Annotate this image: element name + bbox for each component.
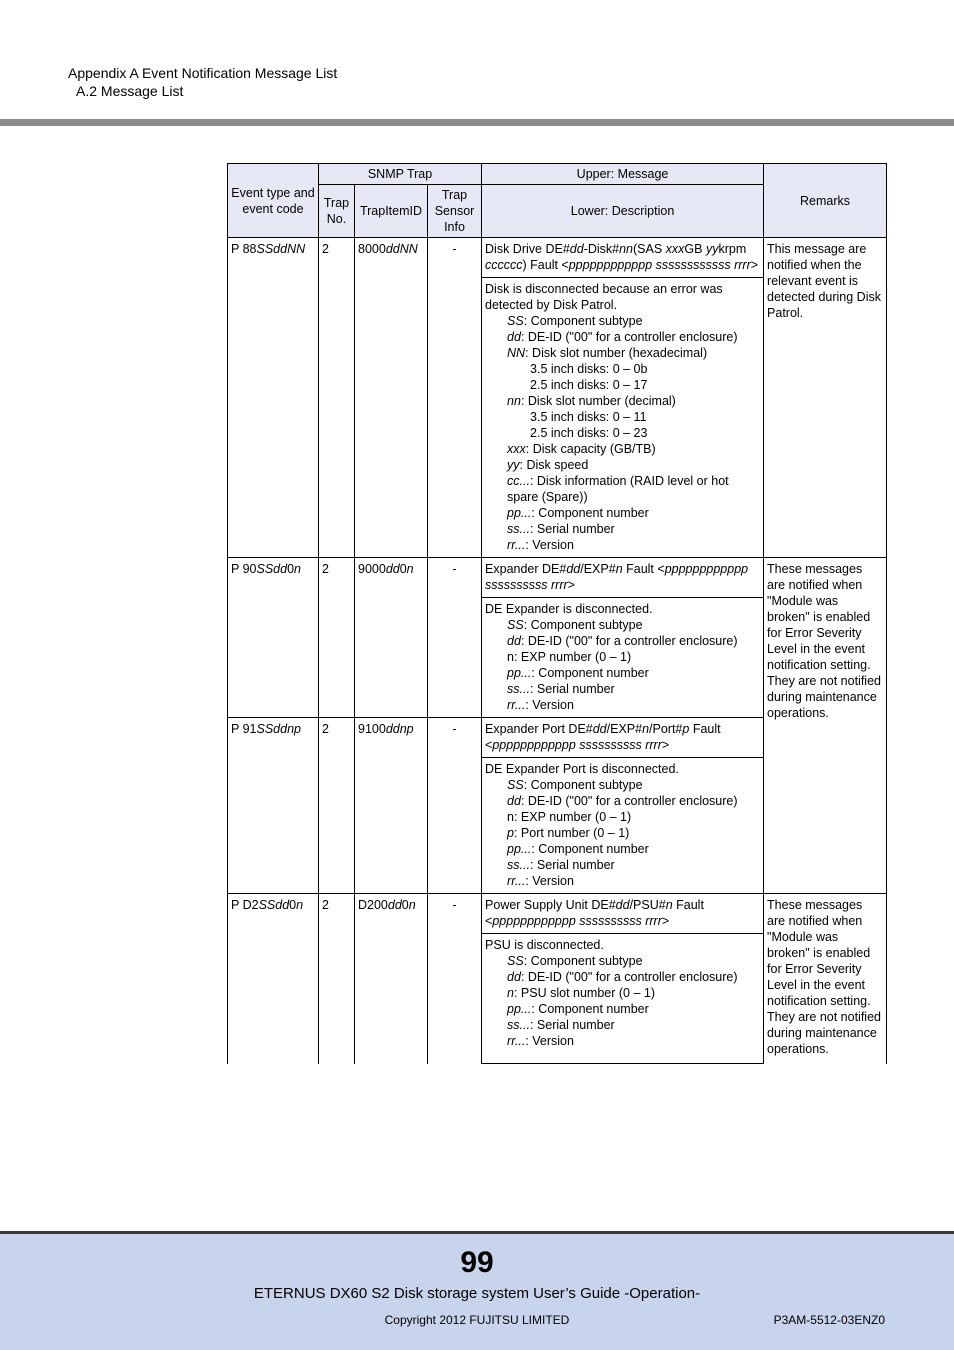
trap-no: 2 — [319, 894, 355, 1064]
trap-sensor-info: - — [428, 238, 482, 558]
remarks-text: These messages are notified when "Module was broken" is enabled for Error Severity Level in the event notification setting. They are not notified during maintenance operations. — [764, 894, 887, 1064]
description-line: n: PSU slot number (0 – 1) — [507, 986, 656, 1000]
message-text: Disk Drive DE#dd-Disk#nn(SAS xxxGB yykrpm cccccc) Fault <pppppppppppp ssssssssssss rrrr> — [482, 238, 764, 278]
description-line: dd: DE-ID ("00" for a controller enclosure) — [507, 330, 738, 344]
description-text — [482, 758, 764, 894]
description-line: dd: DE-ID ("00" for a controller enclosure) — [507, 970, 738, 984]
remarks-text: These messages are notified when "Module was broken" is enabled for Error Severity Level in the event notification setting. They are not notified during maintenance operations. — [764, 558, 887, 894]
description-line: PSU is disconnected. — [485, 938, 604, 952]
description-line: DE Expander is disconnected. — [485, 602, 653, 616]
description-line: 2.5 inch disks: 0 – 23 — [530, 426, 648, 440]
description-line: 2.5 inch disks: 0 – 17 — [530, 378, 648, 392]
col-upper-message: Upper: Message — [482, 164, 764, 185]
document-code: P3AM-5512-03ENZ0 — [773, 1313, 885, 1327]
description-line: SS: Component subtype — [507, 954, 643, 968]
description-line: p: Port number (0 – 1) — [507, 826, 630, 840]
description-line: 3.5 inch disks: 0 – 11 — [530, 410, 647, 424]
description-line: dd: DE-ID ("00" for a controller enclosure) — [507, 634, 738, 648]
table-row — [228, 894, 887, 934]
page-number: 99 — [460, 1246, 494, 1279]
document-title: ETERNUS DX60 S2 Disk storage system User’s Guide -Operation- — [253, 1285, 701, 1302]
table-row — [228, 558, 887, 598]
description-line: ss...: Serial number — [507, 522, 615, 536]
description-line: rr...: Version — [507, 874, 574, 888]
col-lower-description: Lower: Description — [482, 185, 764, 238]
trap-sensor-info: - — [428, 558, 482, 718]
event-code: P 91SSddnp — [228, 718, 319, 894]
description-line: yy: Disk speed — [507, 458, 589, 472]
description-line: cc...: Disk information (RAID level or hot spare (Spare)) — [507, 474, 729, 504]
description-line: n: EXP number (0 – 1) — [507, 810, 632, 824]
col-event-type: Event type and event code — [228, 164, 319, 238]
description-line: nn: Disk slot number (decimal) — [507, 394, 676, 408]
message-text: Expander DE#dd/EXP#n Fault <pppppppppppp ssssssssss rrrr> — [482, 558, 764, 598]
description-line: ss...: Serial number — [507, 858, 615, 872]
description-line: dd: DE-ID ("00" for a controller enclosure) — [507, 794, 738, 808]
description-line: SS: Component subtype — [507, 778, 643, 792]
description-line: pp...: Component number — [507, 842, 649, 856]
trap-no: 2 — [319, 718, 355, 894]
trap-no: 2 — [319, 558, 355, 718]
description-line: SS: Component subtype — [507, 618, 643, 632]
trap-sensor-info: - — [428, 894, 482, 1064]
description-line: NN: Disk slot number (hexadecimal) — [507, 346, 708, 360]
running-header — [68, 64, 337, 100]
trap-no: 2 — [319, 238, 355, 558]
description-line: rr...: Version — [507, 538, 574, 552]
description-line: Disk is disconnected because an error was detected by Disk Patrol. — [485, 282, 723, 312]
description-line: xxx: Disk capacity (GB/TB) — [507, 442, 656, 456]
message-text: Expander Port DE#dd/EXP#n/Port#p Fault <pppppppppppp ssssssssss rrrr> — [482, 718, 764, 758]
description-line: SS: Component subtype — [507, 314, 643, 328]
copyright: Copyright 2012 FUJITSU LIMITED — [384, 1313, 570, 1327]
description-line: ss...: Serial number — [507, 682, 615, 696]
description-line: n: EXP number (0 – 1) — [507, 650, 632, 664]
trap-item-id: 8000ddNN — [355, 238, 428, 558]
trap-item-id: 9000dd0n — [355, 558, 428, 718]
description-line: rr...: Version — [507, 698, 574, 712]
trap-item-id: 9100ddnp — [355, 718, 428, 894]
col-trap-no: Trap No. — [319, 185, 355, 238]
event-code: P D2SSdd0n — [228, 894, 319, 1064]
header-rule — [0, 119, 954, 126]
event-code: P 88SSddNN — [228, 238, 319, 558]
trap-sensor-info: - — [428, 718, 482, 894]
description-text — [482, 934, 764, 1064]
description-line: pp...: Component number — [507, 1002, 649, 1016]
message-table — [227, 163, 887, 1064]
description-line: pp...: Component number — [507, 666, 649, 680]
col-trap-item-id: TrapItemID — [355, 185, 428, 238]
header-section: A.2 Message List — [76, 83, 184, 99]
col-remarks: Remarks — [764, 164, 887, 238]
message-text: Power Supply Unit DE#dd/PSU#n Fault <pppppppppppp ssssssssss rrrr> — [482, 894, 764, 934]
description-line: 3.5 inch disks: 0 – 0b — [530, 362, 648, 376]
description-text — [482, 598, 764, 718]
description-text — [482, 278, 764, 558]
col-snmp-trap: SNMP Trap — [319, 164, 482, 185]
col-trap-sensor-info: Trap Sensor Info — [428, 185, 482, 238]
header-chapter: Appendix A Event Notification Message List — [68, 65, 338, 81]
page-footer — [0, 1231, 954, 1350]
table-row — [228, 238, 887, 278]
remarks-text: This message are notified when the relevant event is detected during Disk Patrol. — [764, 238, 887, 558]
description-line: pp...: Component number — [507, 506, 649, 520]
trap-item-id: D200dd0n — [355, 894, 428, 1064]
description-line: rr...: Version — [507, 1034, 574, 1048]
description-line: DE Expander Port is disconnected. — [485, 762, 679, 776]
event-code: P 90SSdd0n — [228, 558, 319, 718]
description-line: ss...: Serial number — [507, 1018, 615, 1032]
